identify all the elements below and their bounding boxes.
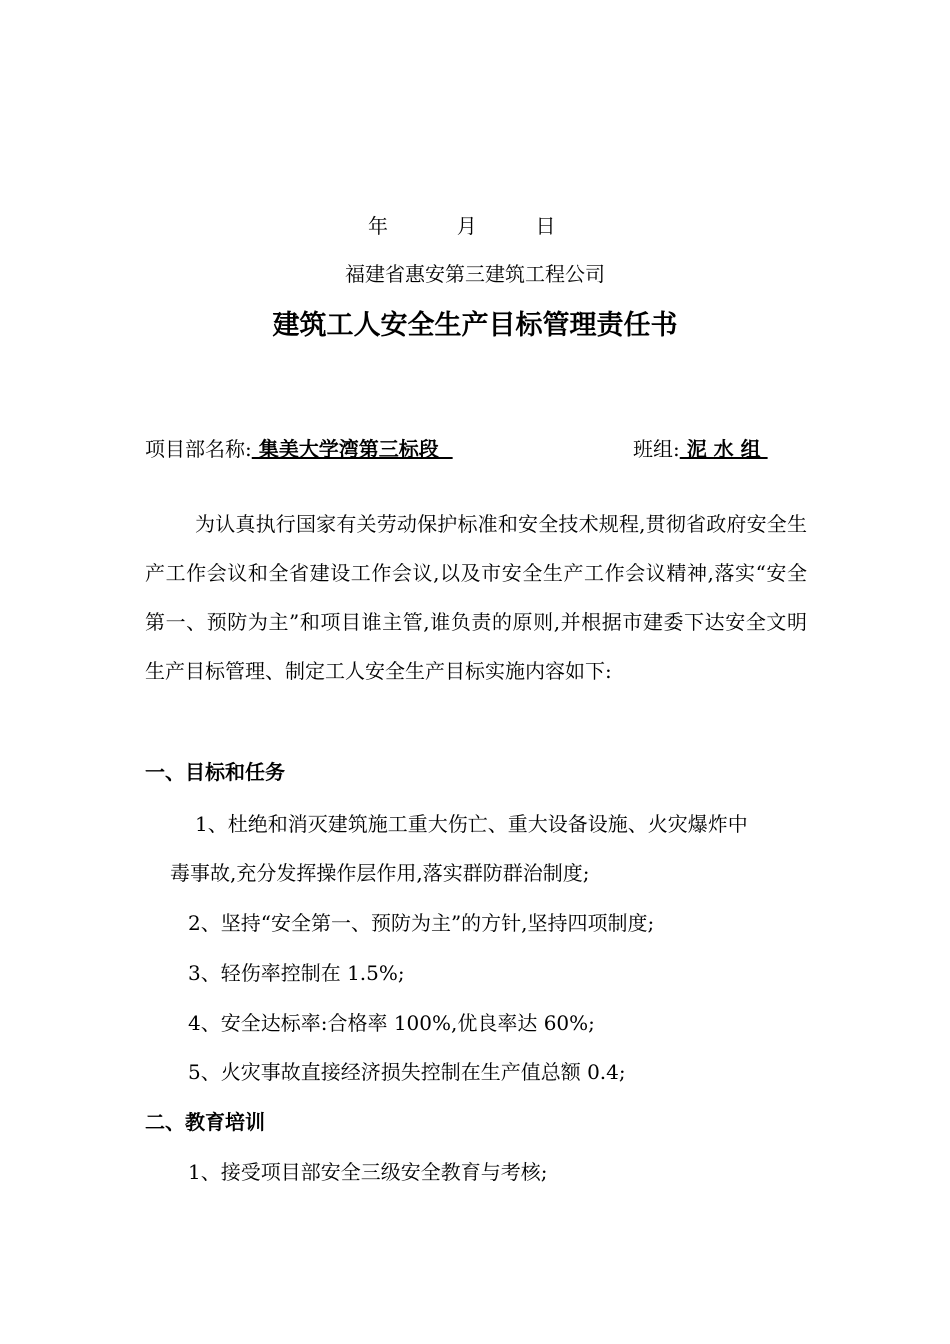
project-line	[145, 437, 453, 461]
project-name: 集美大学湾第三标段	[251, 437, 453, 461]
section1-item4: 4、安全达标率:合格率 100%,优良率达 60%;	[188, 1011, 595, 1035]
section1-item1-line1: 1、杜绝和消灭建筑施工重大伤亡、重大设备设施、火灾爆炸中	[195, 812, 748, 836]
date-line	[368, 214, 555, 238]
section1-item5: 5、火灾事故直接经济损失控制在生产值总额 0.4;	[188, 1060, 626, 1084]
team-line	[633, 437, 768, 461]
section2-heading: 二、教育培训	[145, 1110, 265, 1134]
date-year: 年	[368, 214, 388, 238]
company-name: 福建省惠安第三建筑工程公司	[345, 262, 605, 286]
section1-item2: 2、坚持“安全第一、预防为主”的方针,坚持四项制度;	[188, 911, 655, 935]
date-month: 月	[456, 214, 477, 238]
date-day: 日	[535, 214, 556, 238]
section1-heading: 一、目标和任务	[145, 760, 285, 784]
intro-text: 为认真执行国家有关劳动保护标准和安全技术规程,贯彻省政府安全生产工作会议和全省建设工作会议,以及市安全生产工作会议精神,落实“安全第一、预防为主”和项目谁主管,谁负责的原则,并根据市建委下达安全文明生产目标管理、制定工人安全生产目标实施内容如下:	[145, 512, 807, 683]
document-title: 建筑工人安全生产目标管理责任书	[272, 310, 678, 341]
team-label: 班组:	[633, 437, 680, 461]
section1-item3: 3、轻伤率控制在 1.5%;	[188, 961, 405, 985]
section1-item1-line2: 毒事故,充分发挥操作层作用,落实群防群治制度;	[170, 861, 590, 885]
intro-paragraph	[145, 500, 807, 696]
section2-item1: 1、接受项目部安全三级安全教育与考核;	[188, 1160, 548, 1184]
project-label: 项目部名称:	[145, 437, 252, 461]
team-name: 泥 水 组	[679, 437, 768, 461]
